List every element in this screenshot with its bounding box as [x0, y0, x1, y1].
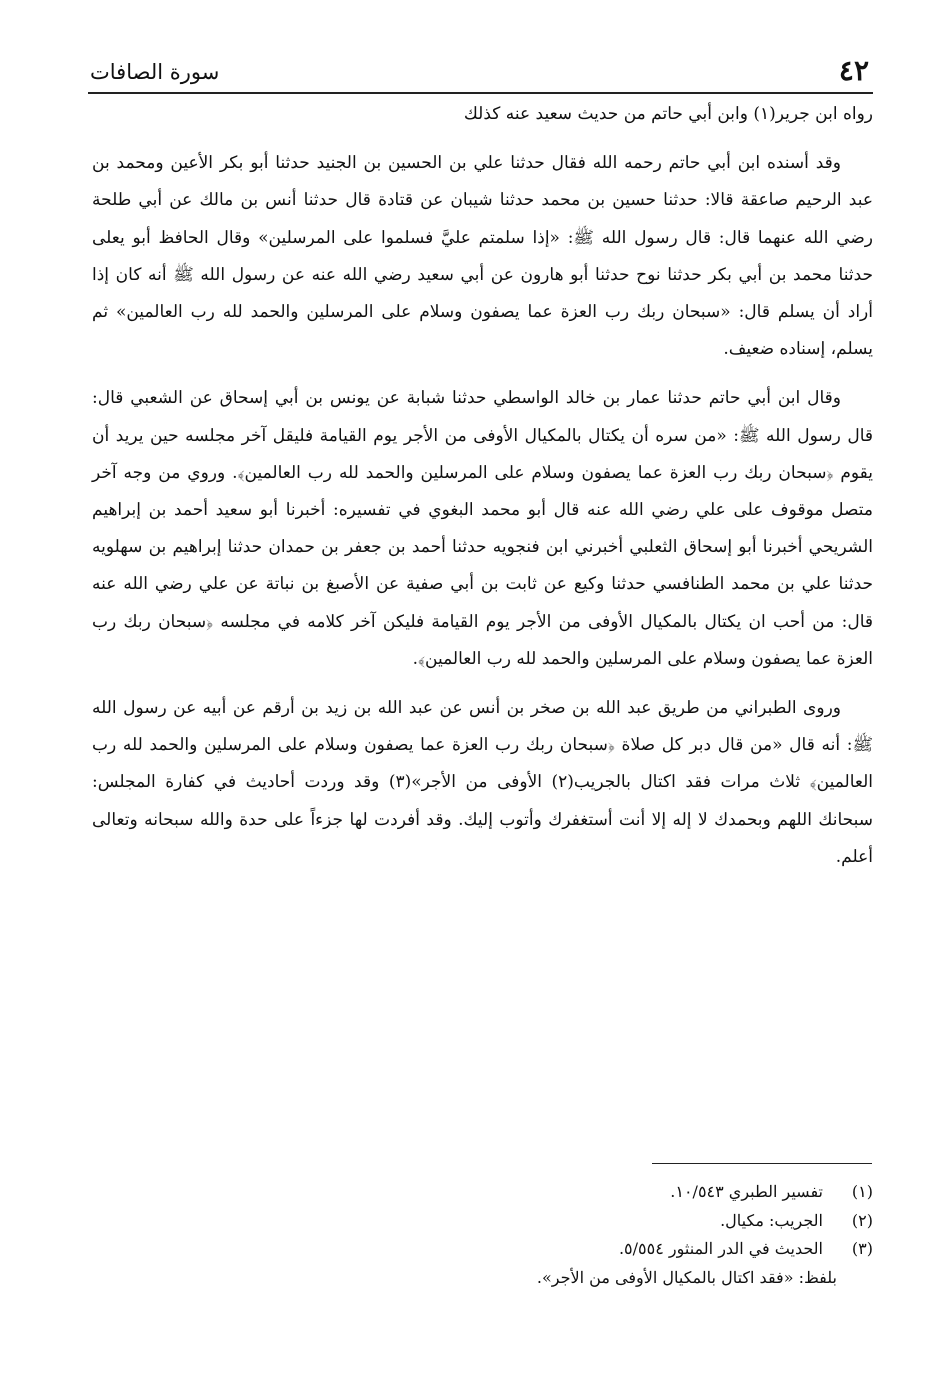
- footnote-3-continuation: بلفظ: «فقد اكتال بالمكيال الأوفى من الأجر».: [536, 1267, 837, 1287]
- paragraph-1: رواه ابن جرير(١) وابن أبي حاتم من حديث سعيد عنه كذلك: [463, 104, 873, 124]
- surah-title: سورة الصافات: [90, 60, 220, 84]
- footnote-1: [92, 1178, 873, 1207]
- running-header: [88, 56, 873, 94]
- footnote-text: تفسير الطبري ١٠/٥٤٣.: [670, 1182, 823, 1201]
- paragraph-2: وقد أسنده ابن أبي حاتم رحمه الله فقال حدثنا علي بن الحسين بن الجنيد حدثنا أبو بكر الأعين ومحمد بن عبد الرحيم صاعقة قالا: حدثنا حسين بن محمد حدثنا شيبان عن قتادة قال حدثنا أنس بن مالك عن أبي طلحة رضي الله عنهما قال: قال رسول الله ﷺ: «إذا سلمتم عليَّ فسلموا على المرسلين» وقال الحافظ أبو يعلى حدثنا محمد بن أبي بكر حدثنا نوح حدثنا أبو هارون عن أبي سعيد رضي الله عنه عن رسول الله ﷺ أنه كان إذا أراد أن يسلم قال: «سبحان ربك رب العزة عما يصفون وسلام على المرسلين والحمد لله رب العالمين» ثم يسلم، إسناده ضعيف.: [92, 153, 873, 360]
- main-text: [92, 96, 873, 888]
- footnote-number: (٣): [851, 1239, 873, 1258]
- paragraph-3: وقال ابن أبي حاتم حدثنا عمار بن خالد الواسطي حدثنا شبابة عن يونس بن أبي إسحاق عن الشعبي قال: قال رسول الله ﷺ: «من سره أن يكتال بالمكيال الأوفى من الأجر يوم القيامة فليقل آخر مجلسه حين يريد أن يقوم ﴿سبحان ربك رب العزة عما يصفون وسلام على المرسلين والحمد لله رب العالمين﴾. وروي من وجه آخر متصل موقوف على علي رضي الله عنه قال أبو محمد البغوي في تفسيره: أخبرنا أبو سعيد أحمد بن إبراهيم الشريحي أخبرنا أبو إسحاق الثعلبي أخبرني ابن فنجويه حدثنا أحمد بن جعفر بن حمدان حدثنا إبراهيم بن سهلويه حدثنا علي بن محمد الطنافسي حدثنا وكيع عن ثابت بن أبي صفية عن الأصبغ بن نباتة عن علي رضي الله عنه قال: من أحب ان يكتال بالمكيال الأوفى من الأجر يوم القيامة فليكن آخر كلامه في مجلسه ﴿سبحان ربك رب العزة عما يصفون وسلام على المرسلين والحمد لله رب العالمين﴾.: [92, 388, 873, 669]
- page-number: ٤٢: [838, 54, 869, 87]
- footnote-number: (١): [851, 1182, 873, 1201]
- paragraph-4: وروى الطبراني من طريق عبد الله بن صخر بن أنس عن عبد الله بن زيد بن أرقم عن أبيه عن رسول الله ﷺ: أنه قال «من قال دبر كل صلاة ﴿سبحان ربك رب العزة عما يصفون وسلام على المرسلين والحمد لله رب العالمين﴾ ثلاث مرات فقد اكتال بالجريب(٢) الأوفى من الأجر»(٣) وقد وردت أحاديث في كفارة المجلس: سبحانك اللهم وبحمدك لا إله إلا أنت أستغفرك وأتوب إليك. وقد أفردت لها جزءاً على حدة والله سبحانه وتعالى أعلم.: [92, 698, 874, 867]
- footnote-text: الجريب: مكيال.: [720, 1210, 823, 1230]
- footnote-2: [92, 1207, 873, 1236]
- footnotes: [92, 1178, 873, 1292]
- footnote-text: الحديث في الدر المنثور ٥/٥٥٤.: [618, 1239, 823, 1258]
- footnote-number: (٢): [851, 1210, 873, 1230]
- footnote-separator: [652, 1163, 872, 1164]
- footnote-3: [92, 1235, 873, 1264]
